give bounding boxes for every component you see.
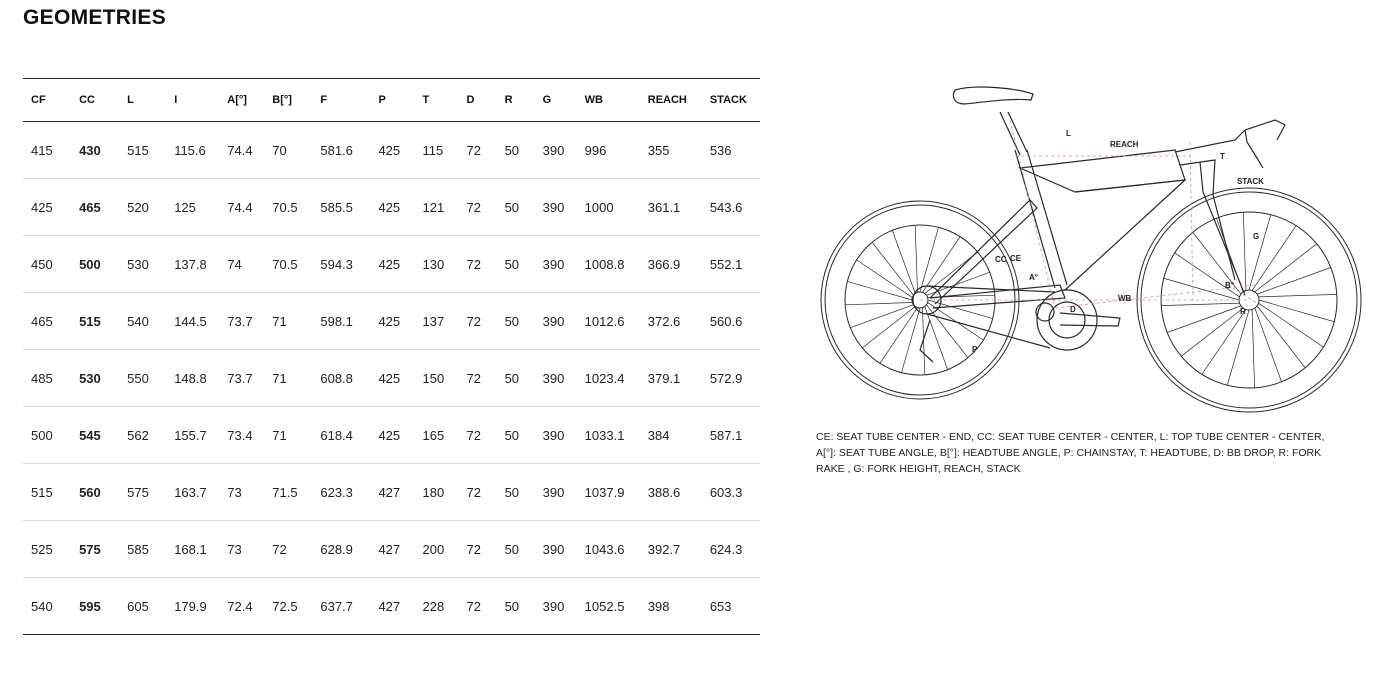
- table-cell: 1000: [577, 179, 640, 236]
- table-cell: 653: [709, 598, 732, 614]
- frame-icon: [913, 87, 1285, 362]
- column-header: T: [414, 79, 458, 122]
- table-cell: 71: [264, 350, 312, 407]
- table-row: [23, 407, 760, 464]
- table-cell: 585: [119, 521, 166, 578]
- spoke: [1257, 267, 1331, 294]
- table-cell: 608.8: [312, 350, 370, 407]
- spoke: [915, 225, 917, 292]
- table-cell: 72: [459, 122, 497, 179]
- table-cell: 150: [414, 350, 458, 407]
- table-row: [23, 350, 760, 407]
- table-cell: 372.6: [640, 293, 702, 350]
- table-cell: 500: [71, 236, 119, 293]
- table-cell: 73.4: [219, 407, 264, 464]
- table-cell: 425: [23, 179, 71, 236]
- table-cell: 72: [466, 598, 481, 614]
- column-header: B[°]: [264, 79, 312, 122]
- label-reach: REACH: [1110, 140, 1139, 149]
- label-t: T: [1220, 152, 1225, 161]
- table-cell: 425: [370, 293, 414, 350]
- table-cell: 390: [535, 407, 577, 464]
- table-cell: 74.4: [219, 122, 264, 179]
- table-cell: 595: [79, 598, 101, 614]
- table-cell: 137.8: [166, 236, 219, 293]
- column-header: REACH: [640, 79, 702, 122]
- table-row: [23, 236, 760, 293]
- spoke: [1257, 306, 1305, 368]
- table-cell: 50: [504, 598, 520, 614]
- table-cell: 390: [535, 293, 577, 350]
- label-ce: CE: [1010, 254, 1022, 263]
- table-row: [23, 578, 760, 635]
- table-cell: 72: [459, 407, 497, 464]
- table-cell: 515: [23, 464, 71, 521]
- table-cell: 390: [535, 464, 577, 521]
- table-row: [23, 521, 760, 578]
- table-cell: 425: [370, 407, 414, 464]
- table-cell: 415: [23, 122, 71, 179]
- label-stack: STACK: [1237, 177, 1264, 186]
- table-cell: 390: [535, 521, 577, 578]
- table-cell: 515: [119, 122, 166, 179]
- spoke: [1161, 303, 1239, 306]
- spoke: [872, 242, 913, 295]
- table-cell: 560: [71, 464, 119, 521]
- table-cell: 465: [23, 293, 71, 350]
- table-cell: 115.6: [166, 122, 219, 179]
- table-cell: 72: [459, 236, 497, 293]
- table-cell: 73: [219, 521, 264, 578]
- table-cell: 485: [23, 350, 71, 407]
- table-cell: 427: [370, 464, 414, 521]
- table-cell: 137: [414, 293, 458, 350]
- table-cell: 384: [640, 407, 702, 464]
- table-cell: 545: [71, 407, 119, 464]
- label-l: L: [1066, 129, 1071, 138]
- table-cell: 430: [71, 122, 119, 179]
- table-cell: 550: [119, 350, 166, 407]
- table-cell: 425: [370, 179, 414, 236]
- table-cell: 560.6: [702, 293, 760, 350]
- spoke: [850, 305, 913, 328]
- table-cell: 575: [119, 464, 166, 521]
- label-cc: CC: [995, 255, 1007, 264]
- table-cell: 155.7: [166, 407, 219, 464]
- spoke: [1202, 310, 1246, 375]
- column-header: R: [497, 79, 535, 122]
- table-cell: 130: [414, 236, 458, 293]
- table-row: [23, 179, 760, 236]
- table-cell: 623.3: [312, 464, 370, 521]
- table-cell: 398: [647, 598, 670, 614]
- table-cell: 50: [497, 350, 535, 407]
- table-cell: 390: [542, 598, 565, 614]
- table-cell: 148.8: [166, 350, 219, 407]
- table-cell: 70: [264, 122, 312, 179]
- spoke: [1167, 306, 1241, 333]
- table-cell: 200: [414, 521, 458, 578]
- table-cell: 465: [71, 179, 119, 236]
- table-cell: 1012.6: [577, 293, 640, 350]
- table-cell: 552.1: [702, 236, 760, 293]
- table-cell: 594.3: [312, 236, 370, 293]
- table-cell: 165: [414, 407, 458, 464]
- column-header: D: [459, 79, 497, 122]
- table-cell: 163.7: [166, 464, 219, 521]
- spoke: [1255, 308, 1282, 382]
- table-cell: 572.9: [702, 350, 760, 407]
- label-wb: WB: [1118, 294, 1132, 303]
- table-cell: 427: [378, 598, 401, 614]
- table-cell: 624.3: [702, 521, 760, 578]
- table-cell: 581.6: [312, 122, 370, 179]
- table-cell: 70.5: [264, 179, 312, 236]
- label-d: D: [1070, 305, 1076, 314]
- spoke: [1259, 294, 1337, 297]
- table-cell: 72: [264, 521, 312, 578]
- table-cell: 73: [219, 464, 264, 521]
- table-cell: 144.5: [166, 293, 219, 350]
- spoke: [1255, 244, 1317, 292]
- table-cell: 543.6: [702, 179, 760, 236]
- table-cell: 70.5: [264, 236, 312, 293]
- table-cell: 73.7: [219, 293, 264, 350]
- table-cell: 379.1: [640, 350, 702, 407]
- table-cell: 500: [23, 407, 71, 464]
- table-cell: 628.9: [312, 521, 370, 578]
- table-cell: 50: [497, 521, 535, 578]
- table-cell: 72.5: [272, 598, 298, 614]
- column-header: A[°]: [219, 79, 264, 122]
- table-cell: 71.5: [264, 464, 312, 521]
- table-cell: 115: [414, 122, 458, 179]
- table-cell: 74.4: [219, 179, 264, 236]
- table-cell: 72: [459, 293, 497, 350]
- table-row: [23, 464, 760, 521]
- table-cell: 180: [414, 464, 458, 521]
- column-header: STACK: [702, 79, 760, 122]
- column-header: CF: [23, 79, 71, 122]
- column-header: F: [312, 79, 370, 122]
- table-row: [23, 122, 760, 179]
- spoke: [1259, 303, 1324, 347]
- table-cell: 390: [535, 350, 577, 407]
- table-cell: 427: [370, 521, 414, 578]
- table-cell: 540: [119, 293, 166, 350]
- table-cell: 575: [71, 521, 119, 578]
- spoke: [1252, 310, 1255, 388]
- table-cell: 73.7: [219, 350, 264, 407]
- bike-geometry-diagram: [815, 80, 1367, 420]
- table-cell: 450: [23, 236, 71, 293]
- table-cell: 228: [422, 598, 445, 614]
- geometry-legend: CE: SEAT TUBE CENTER - END, CC: SEAT TUBE CENTER - CENTER, L: TOP TUBE CENTER - CENTER, A[°]: SEAT TUBE ANGLE, B[°]: HEADTUBE ANGLE, P: CHAINSTAY, T: HEADTUBE, D: BB DROP, R: FORK RAKE , G: FORK HEIGHT, REACH, STACK: [816, 431, 1325, 475]
- table-cell: 388.6: [640, 464, 702, 521]
- column-header: WB: [577, 79, 640, 122]
- table-cell: 72: [459, 179, 497, 236]
- table-cell: 390: [535, 236, 577, 293]
- table-cell: 72.4: [227, 598, 253, 614]
- table-cell: 50: [497, 407, 535, 464]
- table-cell: 525: [23, 521, 71, 578]
- table-cell: 603.3: [702, 464, 760, 521]
- table-cell: 72: [459, 350, 497, 407]
- label-p: P: [972, 345, 978, 354]
- table-cell: 515: [71, 293, 119, 350]
- table-row: [23, 293, 760, 350]
- table-cell: 425: [370, 350, 414, 407]
- table-cell: 361.1: [640, 179, 702, 236]
- table-cell: 598.1: [312, 293, 370, 350]
- geometry-table: [23, 78, 760, 635]
- table-cell: 1033.1: [577, 407, 640, 464]
- column-header: G: [535, 79, 577, 122]
- spoke: [845, 302, 912, 304]
- table-cell: 530: [119, 236, 166, 293]
- column-header: I: [166, 79, 219, 122]
- table-cell: 1052.5: [584, 598, 625, 614]
- label-b: B°: [1225, 281, 1234, 290]
- column-header: CC: [71, 79, 119, 122]
- table-cell: 179.9: [174, 598, 207, 614]
- table-cell: 585.5: [312, 179, 370, 236]
- table-cell: 355: [640, 122, 702, 179]
- table-cell: 125: [166, 179, 219, 236]
- spoke: [862, 306, 915, 347]
- table-cell: 530: [71, 350, 119, 407]
- table-cell: 50: [497, 236, 535, 293]
- table-cell: 637.7: [320, 598, 353, 614]
- table-cell: 71: [264, 407, 312, 464]
- table-header-row: [23, 79, 760, 122]
- table-cell: 1037.9: [577, 464, 640, 521]
- table-cell: 390: [535, 122, 577, 179]
- spoke: [1243, 212, 1246, 290]
- table-cell: 1008.8: [577, 236, 640, 293]
- spoke: [892, 230, 915, 293]
- table-cell: 562: [119, 407, 166, 464]
- label-g: G: [1253, 232, 1260, 241]
- table-cell: 996: [577, 122, 640, 179]
- table-cell: 425: [370, 236, 414, 293]
- table-cell: 50: [497, 293, 535, 350]
- table-cell: 1023.4: [577, 350, 640, 407]
- table-cell: 536: [702, 122, 760, 179]
- table-cell: 72: [459, 464, 497, 521]
- table-cell: 50: [497, 122, 535, 179]
- table-cell: 1043.6: [577, 521, 640, 578]
- table-cell: 425: [370, 122, 414, 179]
- label-r: R: [1240, 307, 1246, 316]
- column-header: P: [370, 79, 414, 122]
- table-body: [23, 122, 760, 635]
- table-cell: 520: [119, 179, 166, 236]
- table-cell: 618.4: [312, 407, 370, 464]
- table-cell: 50: [497, 464, 535, 521]
- dimension-lines: [920, 120, 1265, 308]
- table-cell: 71: [264, 293, 312, 350]
- table-cell: 392.7: [640, 521, 702, 578]
- spoke: [1181, 308, 1243, 356]
- table-cell: 390: [535, 179, 577, 236]
- table-cell: 50: [497, 179, 535, 236]
- page-title: GEOMETRIES: [23, 6, 167, 29]
- table-cell: 74: [219, 236, 264, 293]
- column-header: L: [119, 79, 166, 122]
- table-cell: 366.9: [640, 236, 702, 293]
- front-wheel-icon: [1137, 188, 1361, 412]
- label-a: A°: [1029, 273, 1038, 282]
- table-cell: 72: [459, 521, 497, 578]
- table-cell: 168.1: [166, 521, 219, 578]
- table-cell: 121: [414, 179, 458, 236]
- table-cell: 540: [31, 598, 53, 614]
- table-cell: 587.1: [702, 407, 760, 464]
- table-cell: 605: [127, 598, 149, 614]
